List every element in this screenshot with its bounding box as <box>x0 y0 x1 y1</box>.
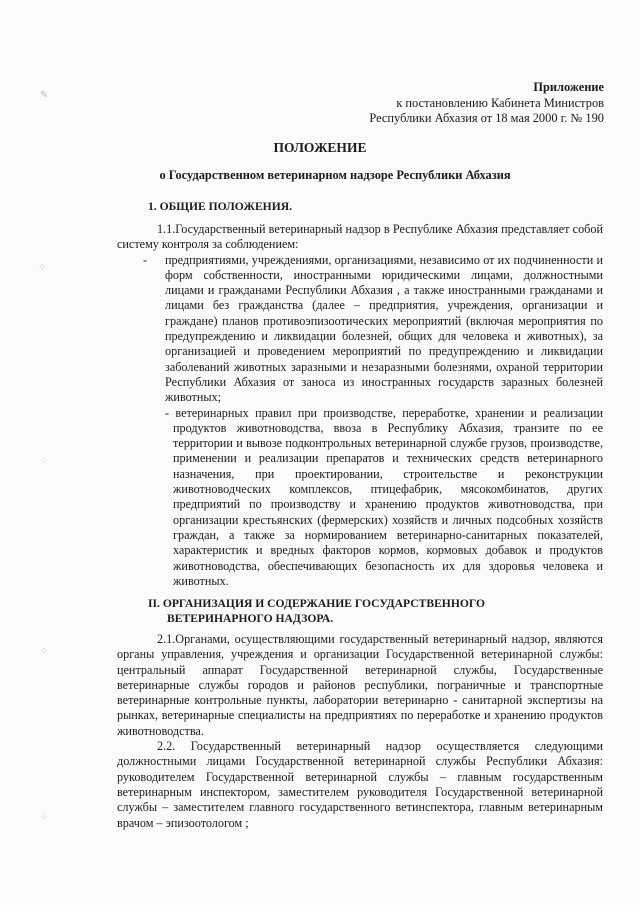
paragraph: 1.1.Государственный ветеринарный надзор в Республике Абхазия представляет собой систему контроля за соблюдением: <box>117 222 603 252</box>
scan-artifact: ⁘ <box>40 646 49 657</box>
appendix-line: Республики Абхазия от 18 мая 2000 г. № 190 <box>369 111 604 125</box>
scan-artifact: ⁘ <box>38 262 47 273</box>
list-item: - ветеринарных правил при производстве, переработке, хранении и реализации продуктов животноводства, ввоза в Республику Абхазия, транзите по ее территории и вывозе подконтрольных ветеринарной службе грузов, производстве, применении и реализации препаратов и технических средств ветеринарного назначения, при проектировании, строительстве и реконструкции животноводческих комплексов, птицефабрик, мясокомбинатов, других предприятий по производству и хранению продуктов животноводства, при организации крестьянских (фермерских) хозяйств и личных подсобных хозяйств граждан, а также за нормированием ветеринарно-санитарных показателей, характеристик и вредных факторов кормов, кормовых добавок и продуктов животноводства, обеспечивающих безопасность их для здоровья человека и животных. <box>165 405 603 588</box>
document-title: ПОЛОЖЕНИЕ <box>273 140 367 155</box>
list-item: - предприятиями, учреждениями, организациями, независимо от их подчиненности и форм собственности, иностранными юридическими лицами, должностными лицами и гражданами Республики Абхазия , а также иностранными гражданами и лицами без гражданства (далее – предприятия, учреждения, организации и граждане) планов противоэпизоотических мероприятий (включая мероприятия по предупреждению и ликвидации болезней, общих для человека и животных), за организацией и проведением мероприятий по предупреждению и ликвидации заболеваний животных заразными и незаразными болезнями, охраной территории Республики Абхазия от заноса из иностранных государств заразных болезней животных; <box>143 252 603 405</box>
scan-artifact: ⁘ <box>40 812 49 823</box>
section-heading-line: ВЕТЕРИНАРНОГО НАДЗОРА. <box>167 611 334 625</box>
section1-body <box>117 222 603 589</box>
paragraph: 2.2. Государственный ветеринарный надзор осуществляется следующими должностными лицами Государственной ветеринарной службы Республики Абхазия: руководителем Государственной ветеринарной службы – главным государственным ветеринарным инспектором, заместителем руководителя Государственной ветеринарной службы – заместителем главного государственного ветинспектора, главным ветеринарным врачом – эпизоотологом ; <box>117 739 603 830</box>
document-subtitle: о Государственном ветеринарном надзоре Республики Абхазия <box>159 168 511 182</box>
section2-body <box>117 632 603 831</box>
appendix-block <box>369 80 604 127</box>
paragraph: 2.1.Органами, осуществляющими государственный ветеринарный надзор, являются органы управления, учреждения и организации Государственной ветеринарной службы: центральный аппарат Государственной ветеринарной службы, Государственные ветеринарные службы городов и районов республики, пограничные и транспортные ветеринарные контрольные пункты, лаборатории ветеринарно - санитарной экспертизы на рынках, ветеринарные специалисты на предприятиях по переработке и хранению продуктов животноводства. <box>117 632 603 738</box>
scan-artifact: ✎ <box>40 90 49 101</box>
scan-artifact: ⁘ <box>40 456 49 467</box>
section-heading-line: II. ОРГАНИЗАЦИЯ И СОДЕРЖАНИЕ ГОСУДАРСТВЕННОГО <box>148 597 485 610</box>
section-heading: 1. ОБЩИЕ ПОЛОЖЕНИЯ. <box>148 200 292 213</box>
appendix-line: к постановлению Кабинета Министров <box>396 95 604 110</box>
section-heading <box>148 597 485 626</box>
appendix-heading: Приложение <box>533 80 604 94</box>
